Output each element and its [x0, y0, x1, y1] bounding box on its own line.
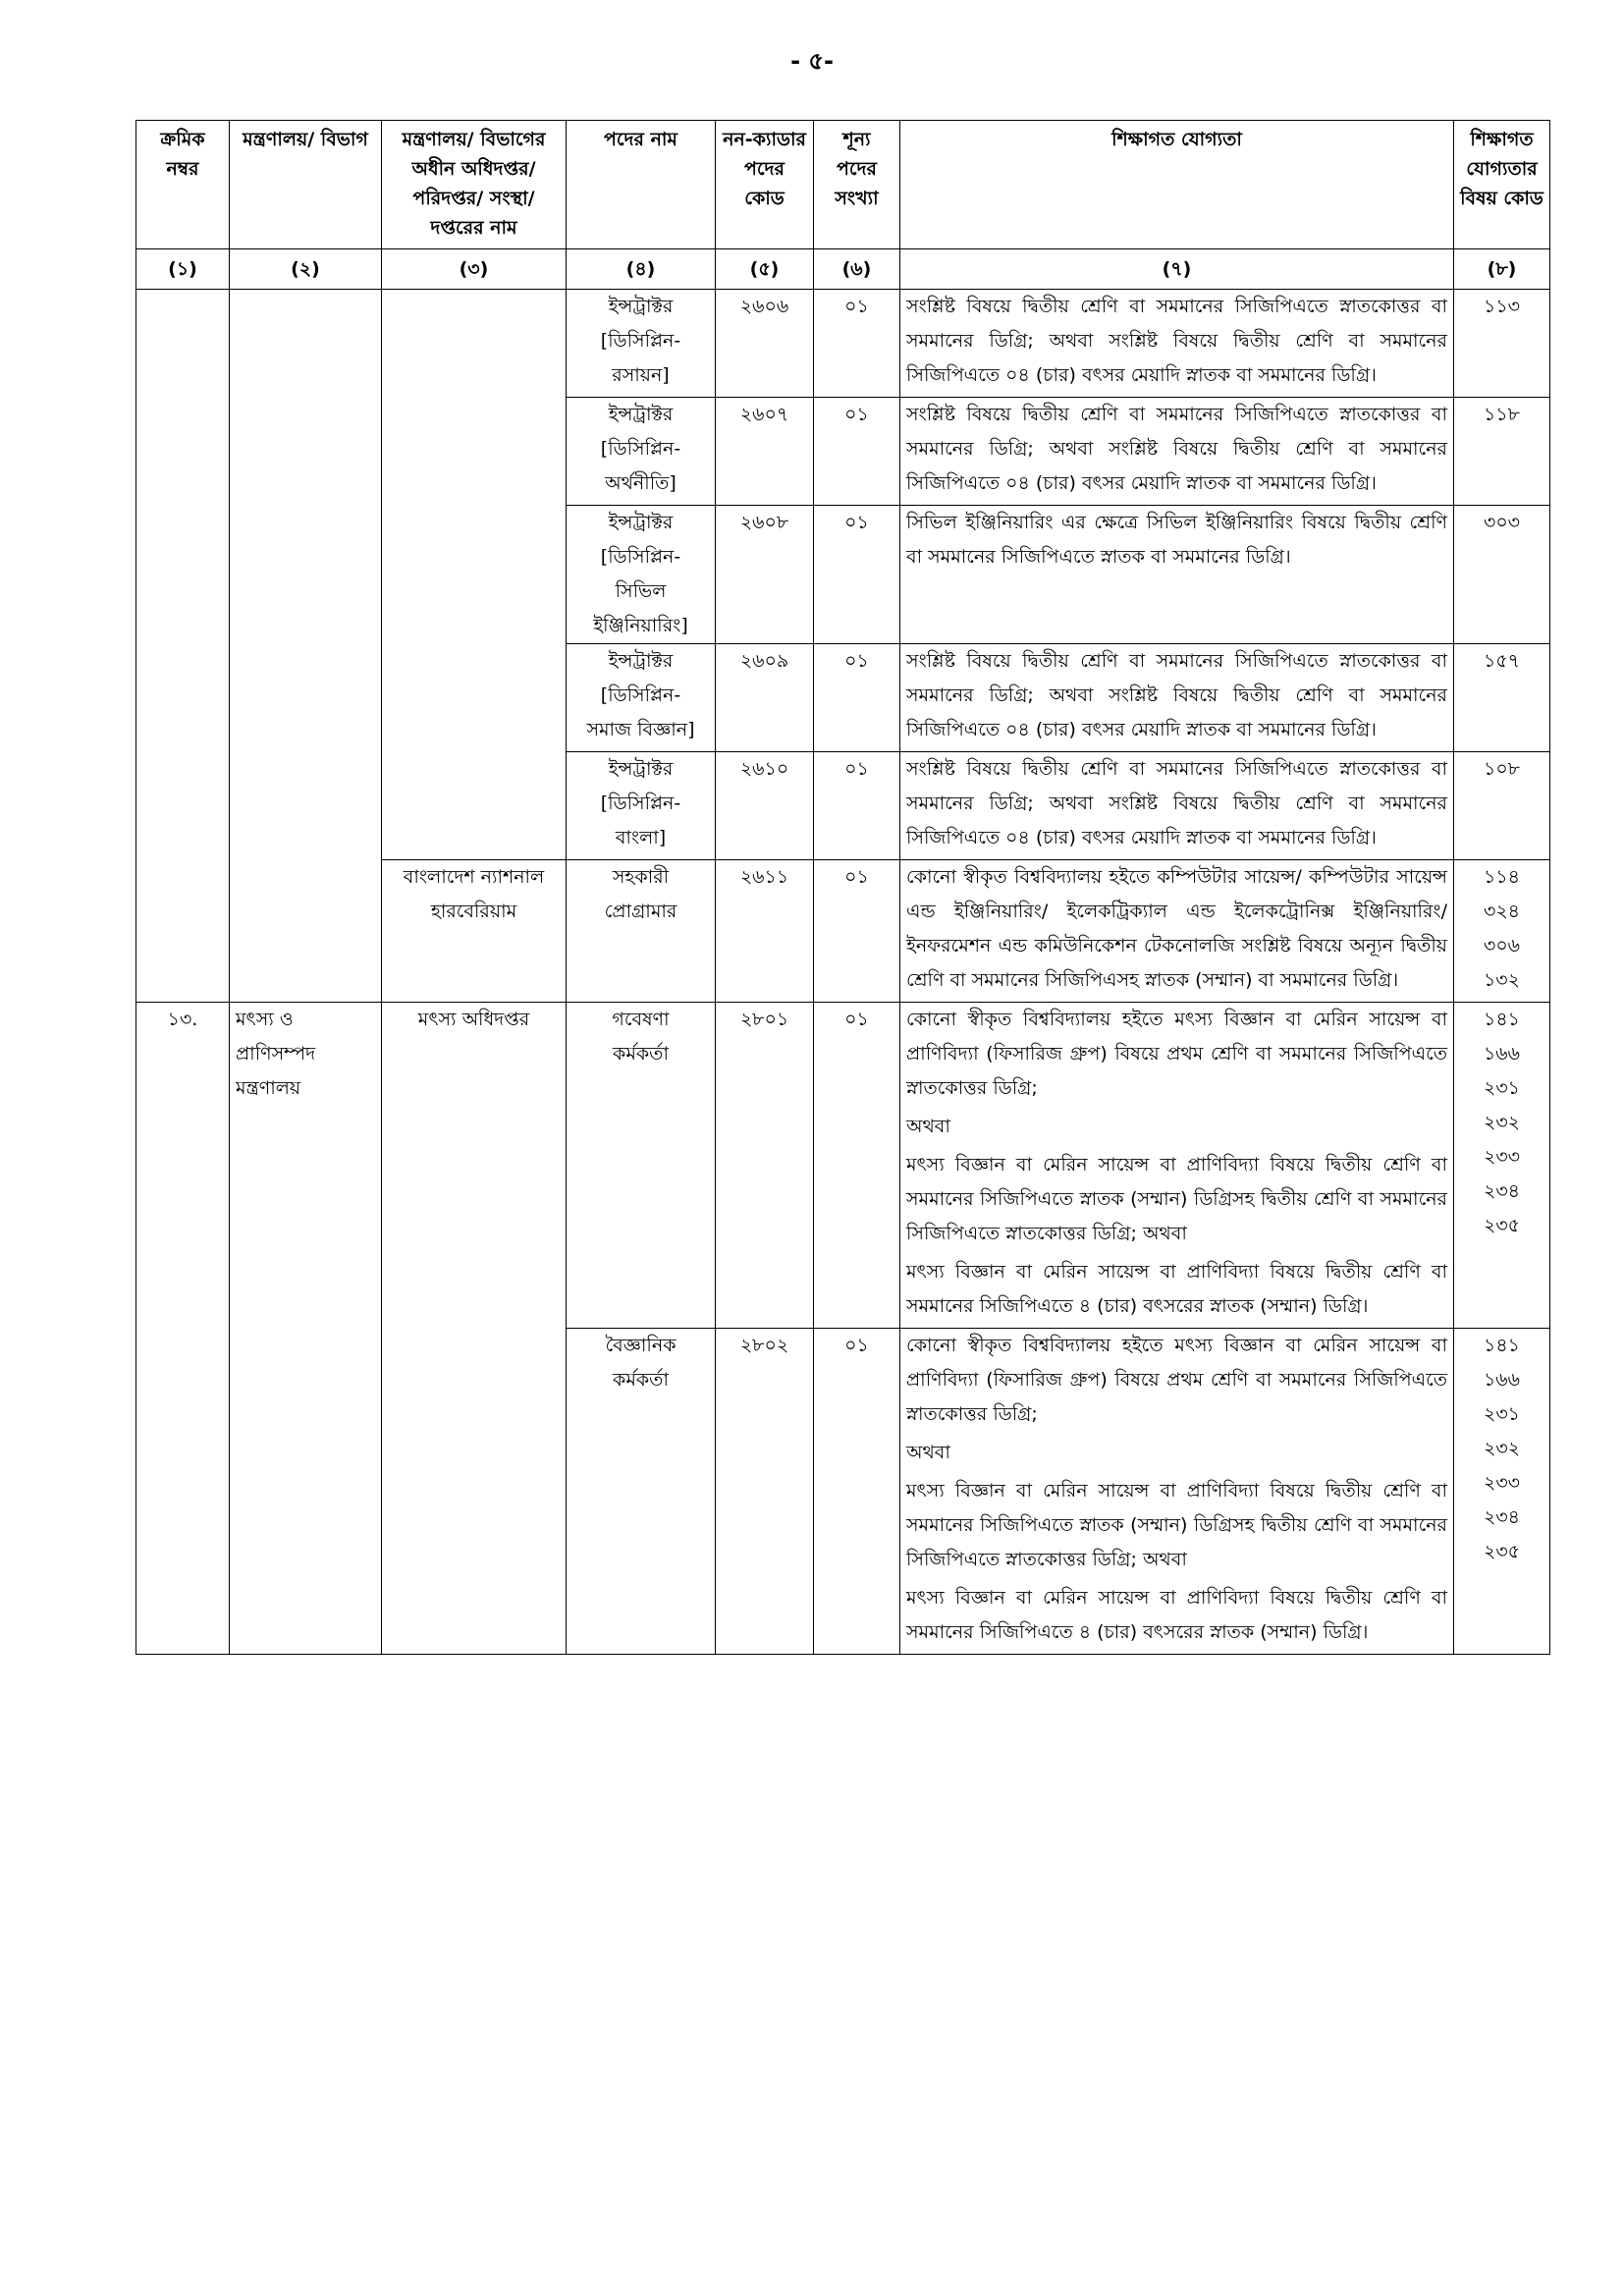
vacancy-count-cell: ০১ — [814, 752, 900, 860]
header-qualification: শিক্ষাগত যোগ্যতা — [900, 121, 1454, 249]
qualification-cell — [900, 1329, 1454, 1655]
column-number: (৮) — [1454, 249, 1550, 290]
post-code-cell: ২৮০২ — [716, 1329, 814, 1655]
header-subject-code: শিক্ষাগত যোগ্যতার বিষয় কোড — [1454, 121, 1550, 249]
vacancy-count-cell: ০১ — [814, 1003, 900, 1329]
post-name-cell — [567, 398, 716, 506]
subject-code: ২৩৪ — [1483, 1506, 1521, 1528]
department-cell — [382, 290, 567, 860]
post-name-line: সহকারী — [612, 866, 670, 888]
subject-code: ১৪১ — [1484, 1335, 1520, 1356]
subject-code-cell — [1454, 860, 1550, 1003]
post-name-line: প্রোগ্রামার — [604, 901, 677, 922]
post-code-cell: ২৬০৬ — [716, 290, 814, 398]
subject-code: ২৩৫ — [1483, 1215, 1521, 1236]
qualification-text: সংশ্লিষ্ট বিষয়ে দ্বিতীয় শ্রেণি বা সমমানের সিজিপিএতে স্নাতকোত্তর বা সমমানের ডিগ্রি; অথবা সংশ্লিষ্ট বিষয়ে দ্বিতীয় শ্রেণি বা সমমানের সিজিপিএতে ০৪ (চার) বৎসর মেয়াদি স্নাতক বা সমমানের ডিগ্রি। — [906, 650, 1447, 740]
subject-code: ১৪১ — [1484, 1009, 1520, 1030]
header-post: পদের নাম — [567, 121, 716, 249]
subject-code: ২৩৫ — [1483, 1541, 1521, 1562]
post-name-line: ইন্সট্রাক্টর — [608, 296, 674, 317]
subject-code: ২৩১ — [1483, 1077, 1521, 1099]
column-number: (৩) — [382, 249, 567, 290]
ministry-cell: মৎস্য ও প্রাণিসম্পদ মন্ত্রণালয় — [230, 1003, 382, 1655]
qualification-cell — [900, 644, 1454, 752]
post-name-line: ইঞ্জিনিয়ারিং] — [593, 615, 688, 636]
subject-code: ২৩৩ — [1483, 1146, 1521, 1168]
post-name-line: [ডিসিপ্লিন- — [600, 684, 681, 706]
qualification-text: মৎস্য বিজ্ঞান বা মেরিন সায়েন্স বা প্রাণিবিদ্যা বিষয়ে দ্বিতীয় শ্রেণি বা সমমানের সিজিপিএতে ৪ (চার) বৎসরের স্নাতক (সম্মান) ডিগ্রি। — [906, 1261, 1447, 1317]
post-code-cell: ২৬১০ — [716, 752, 814, 860]
post-code-cell: ২৬০৯ — [716, 644, 814, 752]
subject-code: ১১৮ — [1484, 404, 1520, 425]
qualification-text: কোনো স্বীকৃত বিশ্ববিদ্যালয় হইতে কম্পিউটার সায়েন্স/ কম্পিউটার সায়েন্স এন্ড ইঞ্জিনিয়ারিং/ ইলেকট্রিক্যাল এন্ড ইলেকট্রোনিক্স ইঞ্জিনিয়ারিং/ ইনফরমেশন এন্ড কমিউনিকেশন টেকনোলজি সংশ্লিষ্ট বিষয়ে অন্যূন দ্বিতীয় শ্রেণি বা সমমানের সিজিপিএসহ স্নাতক (সম্মান) বা সমমানের ডিগ্রি। — [906, 866, 1447, 991]
subject-code-cell — [1454, 1329, 1550, 1655]
post-name-line: [ডিসিপ্লিন- — [600, 793, 681, 814]
vacancy-count-cell: ০১ — [814, 860, 900, 1003]
post-name-line: [ডিসিপ্লিন- — [600, 330, 681, 352]
post-name-line: ইন্সট্রাক্টর — [608, 758, 674, 780]
subject-code-cell — [1454, 644, 1550, 752]
vacancy-count-cell: ০১ — [814, 506, 900, 644]
post-code-cell: ২৮০১ — [716, 1003, 814, 1329]
qualification-text: মৎস্য বিজ্ঞান বা মেরিন সায়েন্স বা প্রাণিবিদ্যা বিষয়ে দ্বিতীয় শ্রেণি বা সমমানের সিজিপিএতে স্নাতক (সম্মান) ডিগ্রিসহ দ্বিতীয় শ্রেণি বা সমমানের সিজিপিএতে স্নাতকোত্তর ডিগ্রি; অথবা — [906, 1154, 1447, 1244]
table-row — [136, 1003, 1550, 1329]
qualification-cell — [900, 506, 1454, 644]
subject-code: ২৩২ — [1483, 1438, 1521, 1459]
vacancy-count-cell: ০১ — [814, 290, 900, 398]
post-name-cell — [567, 290, 716, 398]
page-number: - ৫- — [790, 47, 834, 75]
department-cell: বাংলাদেশ ন্যাশনাল হারবেরিয়াম — [382, 860, 567, 1003]
subject-code: ১৫৭ — [1483, 650, 1520, 672]
qualification-text: মৎস্য বিজ্ঞান বা মেরিন সায়েন্স বা প্রাণিবিদ্যা বিষয়ে দ্বিতীয় শ্রেণি বা সমমানের সিজিপিএতে ৪ (চার) বৎসরের স্নাতক (সম্মান) ডিগ্রি। — [906, 1587, 1447, 1643]
subject-code: ১১৪ — [1484, 866, 1520, 888]
subject-code: ২৩২ — [1483, 1112, 1521, 1133]
post-name-line: [ডিসিপ্লিন- — [600, 546, 681, 568]
qualification-cell — [900, 398, 1454, 506]
qualification-cell — [900, 752, 1454, 860]
column-number: (২) — [230, 249, 382, 290]
subject-code-cell — [1454, 398, 1550, 506]
post-name-line: গবেষণা — [612, 1009, 670, 1030]
post-name-cell — [567, 752, 716, 860]
post-name-cell — [567, 506, 716, 644]
post-name-line: ইন্সট্রাক্টর — [608, 512, 674, 533]
vacancy-count-cell: ০১ — [814, 1329, 900, 1655]
header-ministry: মন্ত্রণালয়/ বিভাগ — [230, 121, 382, 249]
post-code-cell: ২৬০৮ — [716, 506, 814, 644]
qualification-text: অথবা — [906, 1116, 950, 1137]
post-name-line: কর্মকর্তা — [613, 1369, 669, 1391]
subject-code: ১১৩ — [1483, 296, 1520, 317]
column-number: (৪) — [567, 249, 716, 290]
subject-code: ৩০৩ — [1483, 512, 1521, 533]
post-name-line: [ডিসিপ্লিন- — [600, 438, 681, 460]
qualification-text: সংশ্লিষ্ট বিষয়ে দ্বিতীয় শ্রেণি বা সমমানের সিজিপিএতে স্নাতকোত্তর বা সমমানের ডিগ্রি; অথবা সংশ্লিষ্ট বিষয়ে দ্বিতীয় শ্রেণি বা সমমানের সিজিপিএতে ০৪ (চার) বৎসর মেয়াদি স্নাতক বা সমমানের ডিগ্রি। — [906, 296, 1447, 386]
qualification-cell — [900, 860, 1454, 1003]
post-name-line: রসায়ন] — [612, 364, 670, 386]
subject-code: ১০৮ — [1483, 758, 1520, 780]
subject-code-cell — [1454, 290, 1550, 398]
subject-code: ২৩৪ — [1483, 1180, 1521, 1202]
post-name-cell — [567, 644, 716, 752]
subject-code: ৩০৬ — [1483, 935, 1521, 957]
ministry-cell — [230, 290, 382, 1003]
post-name-line: ইন্সট্রাক্টর — [608, 404, 674, 425]
qualification-text: অথবা — [906, 1442, 950, 1463]
post-name-line: অর্থনীতি] — [605, 472, 677, 494]
column-number: (৬) — [814, 249, 900, 290]
qualification-cell — [900, 290, 1454, 398]
subject-code: ২৩৩ — [1483, 1472, 1521, 1494]
column-number: (১) — [136, 249, 230, 290]
qualification-text: সংশ্লিষ্ট বিষয়ে দ্বিতীয় শ্রেণি বা সমমানের সিজিপিএতে স্নাতকোত্তর বা সমমানের ডিগ্রি; অথবা সংশ্লিষ্ট বিষয়ে দ্বিতীয় শ্রেণি বা সমমানের সিজিপিএতে ০৪ (চার) বৎসর মেয়াদি স্নাতক বা সমমানের ডিগ্রি। — [906, 404, 1447, 494]
subject-code: ১৬৬ — [1483, 1043, 1521, 1065]
column-number: (৭) — [900, 249, 1454, 290]
column-number-row — [136, 249, 1550, 290]
qualification-text: মৎস্য বিজ্ঞান বা মেরিন সায়েন্স বা প্রাণিবিদ্যা বিষয়ে দ্বিতীয় শ্রেণি বা সমমানের সিজিপিএতে স্নাতক (সম্মান) ডিগ্রিসহ দ্বিতীয় শ্রেণি বা সমমানের সিজিপিএতে স্নাতকোত্তর ডিগ্রি; অথবা — [906, 1480, 1447, 1570]
subject-code-cell — [1454, 506, 1550, 644]
serial-cell — [136, 290, 230, 1003]
qualification-cell — [900, 1003, 1454, 1329]
subject-code: ১৩২ — [1483, 969, 1521, 991]
header-vacancies: শূন্য পদের সংখ্যা — [814, 121, 900, 249]
subject-code: ১৬৬ — [1483, 1369, 1521, 1391]
post-code-cell: ২৬০৭ — [716, 398, 814, 506]
vacancy-count-cell: ০১ — [814, 398, 900, 506]
post-name-line: সমাজ বিজ্ঞান] — [586, 719, 695, 740]
serial-cell: ১৩. — [136, 1003, 230, 1655]
post-name-line: বৈজ্ঞানিক — [605, 1335, 677, 1356]
column-number: (৫) — [716, 249, 814, 290]
subject-code-cell — [1454, 752, 1550, 860]
header-row — [136, 121, 1550, 249]
header-department: মন্ত্রণালয়/ বিভাগের অধীন অধিদপ্তর/ পরিদপ্তর/ সংস্থা/ দপ্তরের নাম — [382, 121, 567, 249]
post-name-cell — [567, 1329, 716, 1655]
qualification-text: কোনো স্বীকৃত বিশ্ববিদ্যালয় হইতে মৎস্য বিজ্ঞান বা মেরিন সায়েন্স বা প্রাণিবিদ্যা (ফিসারিজ গ্রুপ) বিষয়ে প্রথম শ্রেণি বা সমমানের সিজিপিএতে স্নাতকোত্তর ডিগ্রি; — [906, 1009, 1447, 1099]
qualification-text: সংশ্লিষ্ট বিষয়ে দ্বিতীয় শ্রেণি বা সমমানের সিজিপিএতে স্নাতকোত্তর বা সমমানের ডিগ্রি; অথবা সংশ্লিষ্ট বিষয়ে দ্বিতীয় শ্রেণি বা সমমানের সিজিপিএতে ০৪ (চার) বৎসর মেয়াদি স্নাতক বা সমমানের ডিগ্রি। — [906, 758, 1447, 848]
subject-code-cell — [1454, 1003, 1550, 1329]
post-name-line: কর্মকর্তা — [613, 1043, 669, 1065]
subject-code: ৩২৪ — [1483, 901, 1521, 922]
post-name-cell — [567, 860, 716, 1003]
subject-code: ২৩১ — [1483, 1403, 1521, 1425]
header-serial: ক্রমিক নম্বর — [136, 121, 230, 249]
department-cell: মৎস্য অধিদপ্তর — [382, 1003, 567, 1655]
header-code: নন-ক্যাডার পদের কোড — [716, 121, 814, 249]
qualification-text: কোনো স্বীকৃত বিশ্ববিদ্যালয় হইতে মৎস্য বিজ্ঞান বা মেরিন সায়েন্স বা প্রাণিবিদ্যা (ফিসারিজ গ্রুপ) বিষয়ে প্রথম শ্রেণি বা সমমানের সিজিপিএতে স্নাতকোত্তর ডিগ্রি; — [906, 1335, 1447, 1425]
post-name-line: সিভিল — [615, 580, 667, 602]
vacancy-table — [135, 120, 1550, 1655]
qualification-text: সিভিল ইঞ্জিনিয়ারিং এর ক্ষেত্রে সিভিল ইঞ্জিনিয়ারিং বিষয়ে দ্বিতীয় শ্রেণি বা সমমানের সিজিপিএতে স্নাতক বা সমমানের ডিগ্রি। — [906, 512, 1447, 568]
post-name-line: ইন্সট্রাক্টর — [608, 650, 674, 672]
post-code-cell: ২৬১১ — [716, 860, 814, 1003]
table-row — [136, 290, 1550, 398]
post-name-line: বাংলা] — [615, 827, 667, 848]
post-name-cell — [567, 1003, 716, 1329]
vacancy-count-cell: ০১ — [814, 644, 900, 752]
